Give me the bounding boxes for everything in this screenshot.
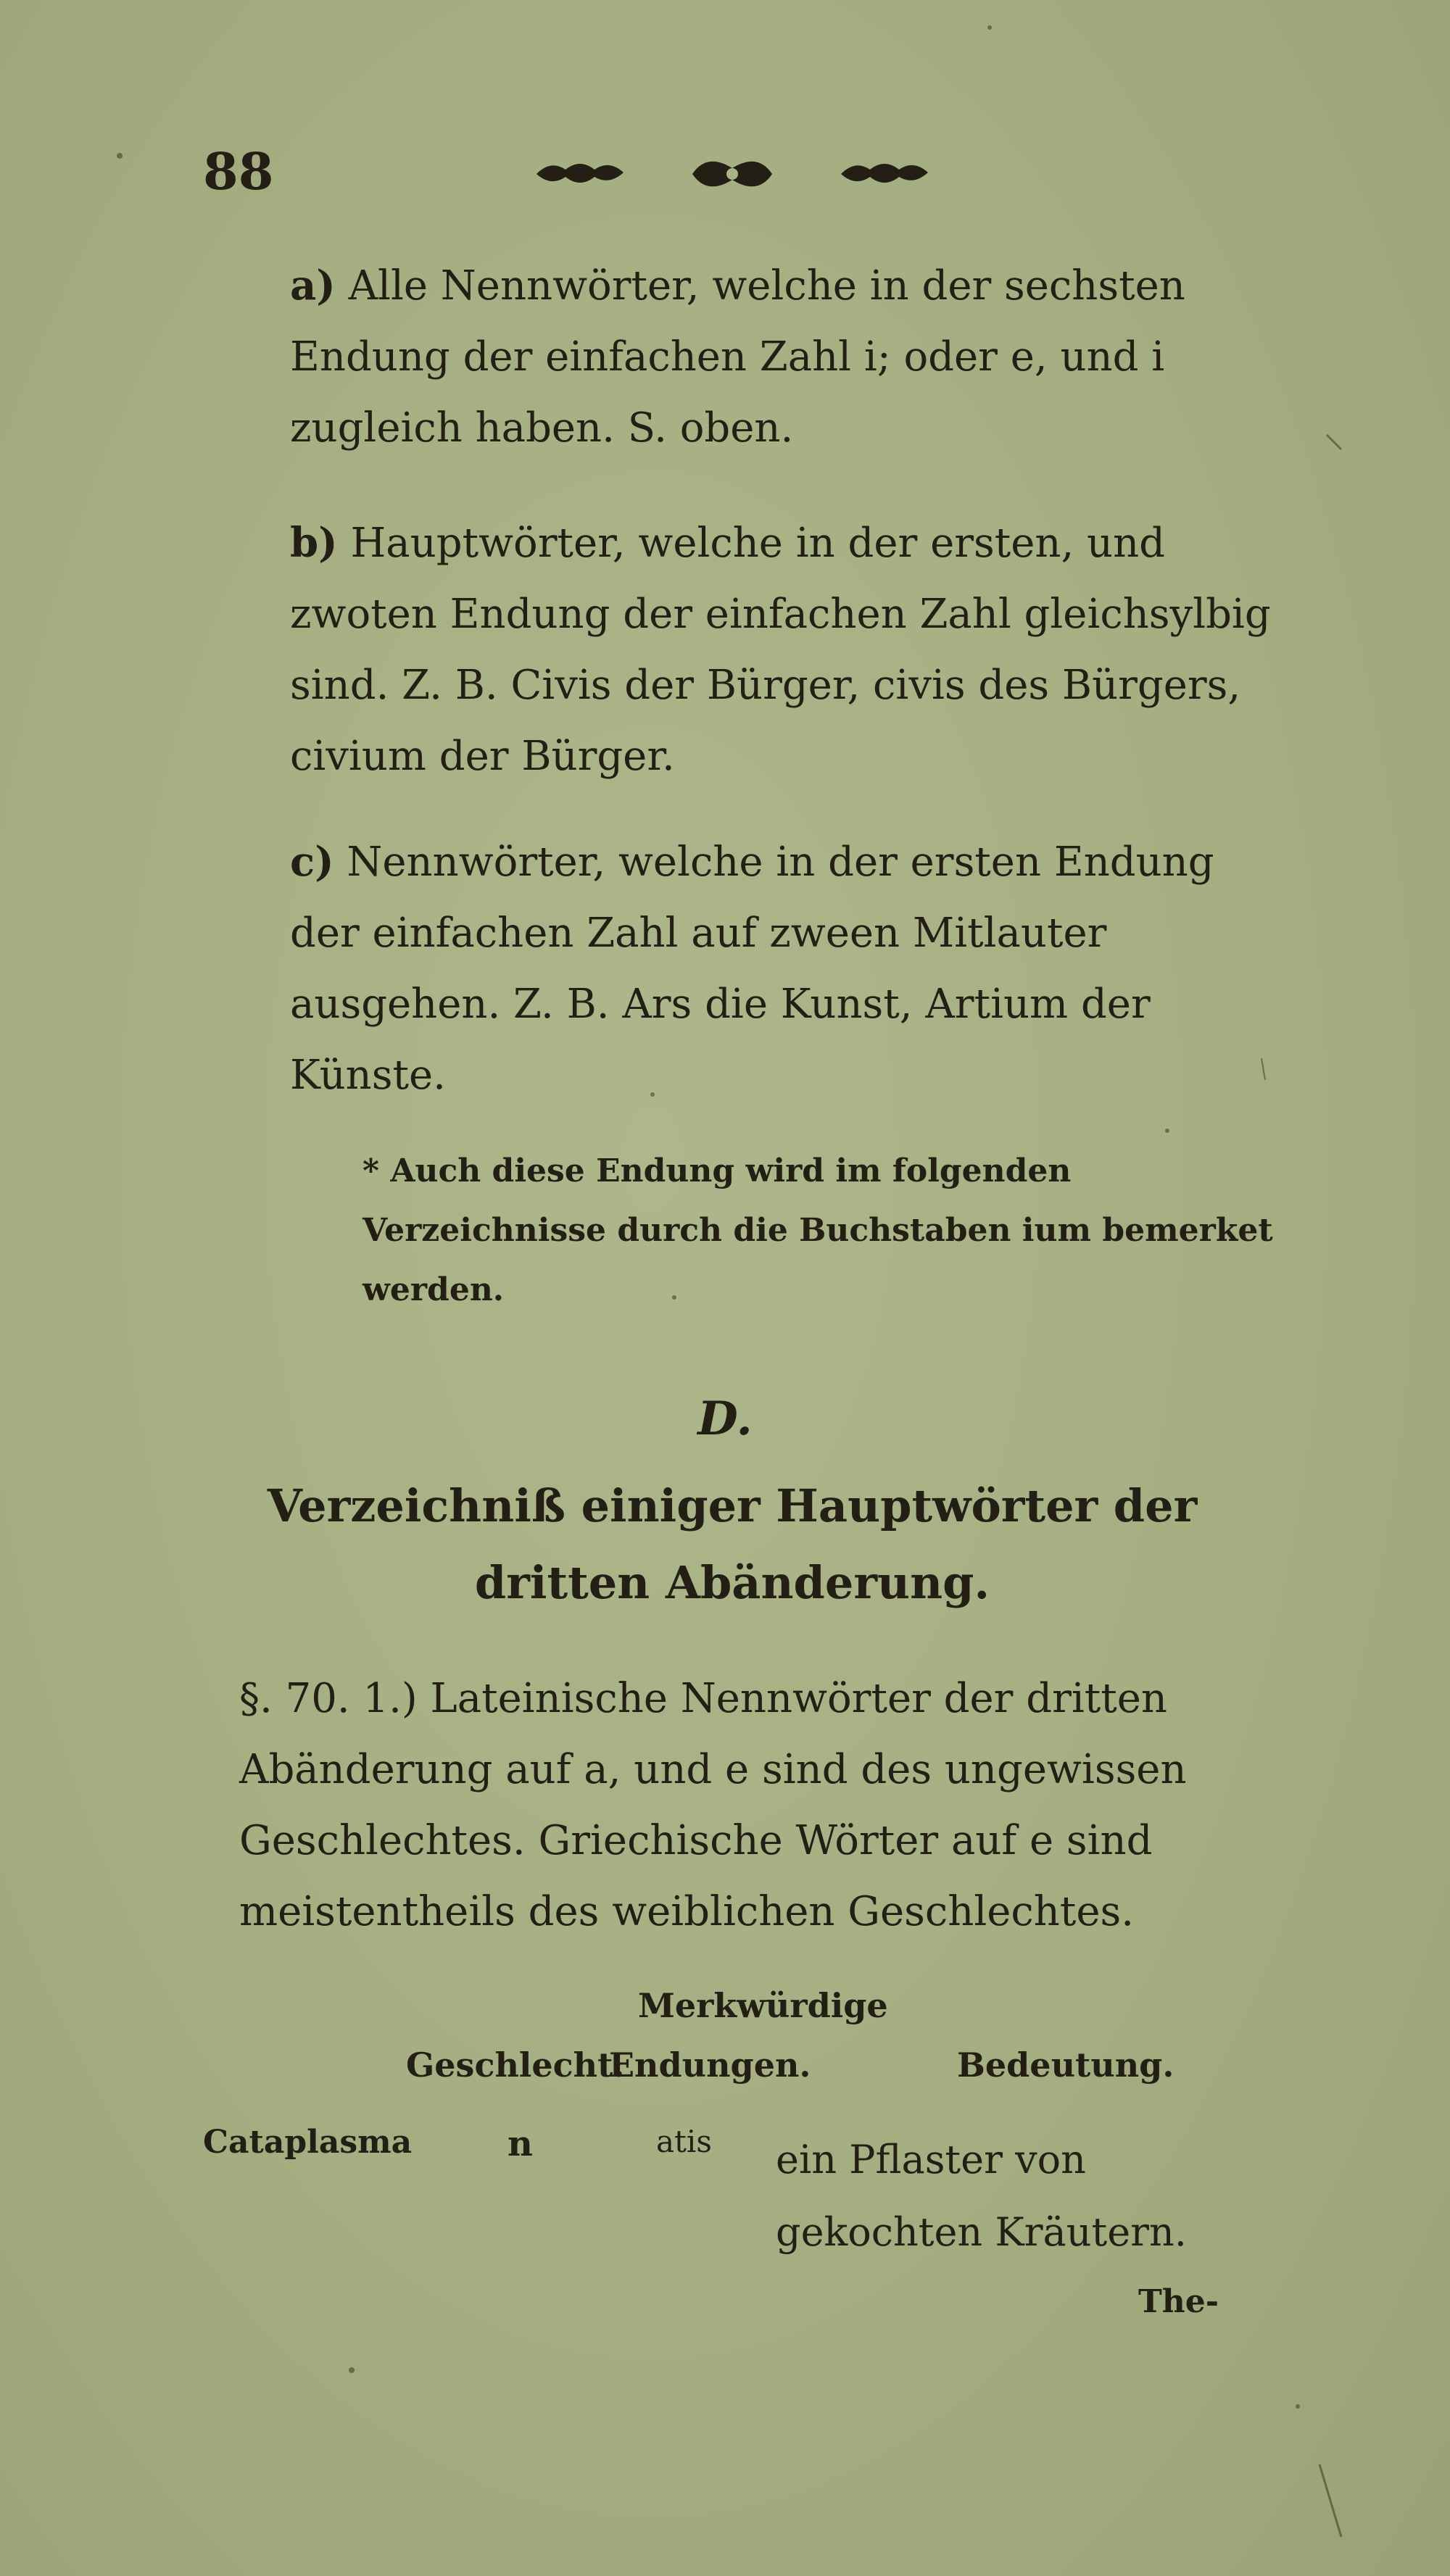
- entry-ending: atis: [656, 2124, 712, 2159]
- table-header-remarkable: Merkwürdige: [638, 1986, 888, 2025]
- entry-word: Cataplasma: [203, 2124, 413, 2161]
- page-header: [203, 141, 1262, 207]
- paragraph-b-text: Hauptwörter, welche in der ersten, und zwoten Endung der einfachen Zahl gleichsylbig sind. Z. B. Civis der Bürger, civis des Bürgers, civium der Bürger.: [290, 520, 1271, 780]
- entry-gender: n: [508, 2124, 533, 2164]
- section-title: Verzeichniß einiger Hauptwörter der dritten Abänderung.: [267, 1479, 1198, 1609]
- page-number: 88: [203, 141, 274, 201]
- catchword: The-: [1138, 2283, 1219, 2320]
- table-header-endings: Endungen.: [609, 2045, 811, 2085]
- paragraph-b: [290, 507, 1276, 792]
- section-letter: D.: [697, 1392, 753, 1446]
- table-header-gender: Geschlecht.: [406, 2045, 625, 2085]
- paragraph-a-label: a): [290, 262, 336, 309]
- paragraph-b-label: b): [290, 519, 338, 567]
- paragraph-c-text: Nennwörter, welche in der ersten Endung der einfachen Zahl auf zween Mitlauter ausgehen. Z. B. Ars die Kunst, Artium der Künste.: [290, 839, 1214, 1099]
- paragraph-c-label: c): [290, 838, 334, 886]
- table-header-meaning: Bedeutung.: [957, 2045, 1174, 2085]
- footnote: * Auch diese Endung wird im folgenden Verzeichnisse durch die Buchstaben ium bemerket werden.: [362, 1152, 1273, 1308]
- header-ornament-icon: [536, 152, 928, 196]
- paragraph-a: [290, 250, 1276, 464]
- paragraph-70: §. 70. 1.) Lateinische Nennwörter der dritten Abänderung auf a, und e sind des ungewissen Geschlechtes. Griechische Wörter auf e sind meistentheils des weiblichen Geschlechtes.: [239, 1675, 1187, 1935]
- entry-meaning: ein Pflaster von gekochten Kräutern.: [776, 2137, 1187, 2255]
- paragraph-a-text: Alle Nennwörter, welche in der sechsten Endung der einfachen Zahl i; oder e, und i zugleich haben. S. oben.: [290, 262, 1185, 452]
- paragraph-c: [290, 826, 1276, 1111]
